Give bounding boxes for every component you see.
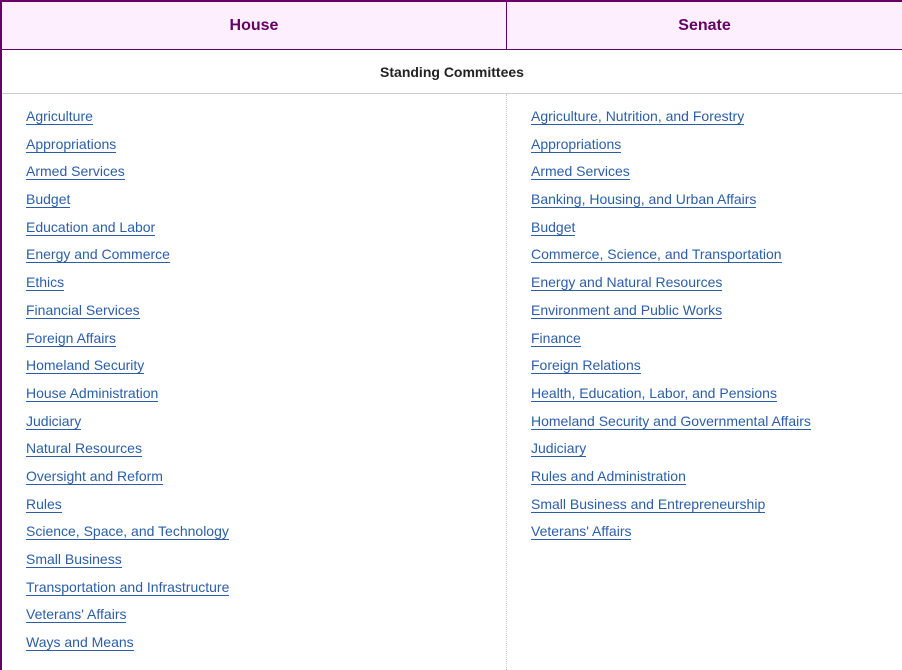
house-committee-link[interactable]: Armed Services xyxy=(26,163,125,180)
senate-list-item xyxy=(507,272,902,300)
house-list-item xyxy=(2,521,506,549)
senate-committee-link[interactable]: Health, Education, Labor, and Pensions xyxy=(531,384,777,401)
senate-list-item xyxy=(507,217,902,245)
senate-committee-link[interactable]: Finance xyxy=(531,329,581,346)
house-committee-link[interactable]: Foreign Affairs xyxy=(26,329,117,346)
senate-list-item xyxy=(507,438,902,466)
house-list-item xyxy=(2,549,506,577)
house-list-item xyxy=(2,604,506,632)
house-committee-link[interactable]: Oversight and Reform xyxy=(26,467,163,484)
house-list-item xyxy=(2,383,506,411)
senate-committee-link[interactable]: Environment and Public Works xyxy=(531,301,723,318)
house-committee-link[interactable]: Veterans' Affairs xyxy=(26,606,127,623)
house-list-item xyxy=(2,300,506,328)
house-list-item xyxy=(2,106,506,134)
senate-list-item xyxy=(507,494,902,522)
house-committees-column xyxy=(2,94,507,670)
senate-list-item xyxy=(507,189,902,217)
house-list-item xyxy=(2,217,506,245)
house-committee-link[interactable]: Rules xyxy=(26,495,62,512)
senate-list-item xyxy=(507,411,902,439)
senate-committee-link[interactable]: Commerce, Science, and Transportation xyxy=(531,246,782,263)
senate-list-item xyxy=(507,383,902,411)
senate-committee-link[interactable]: Small Business and Entrepreneurship xyxy=(531,495,766,512)
senate-list-item xyxy=(507,521,902,549)
senate-committee-link[interactable]: Rules and Administration xyxy=(531,467,686,484)
senate-committee-link[interactable]: Appropriations xyxy=(531,135,622,152)
senate-committee-link[interactable]: Judiciary xyxy=(531,440,587,457)
house-column-header: House xyxy=(2,2,507,49)
table-header-row xyxy=(2,2,902,50)
senate-list-item xyxy=(507,244,902,272)
house-list-item xyxy=(2,438,506,466)
senate-list-item xyxy=(507,355,902,383)
senate-list-item xyxy=(507,134,902,162)
house-list-item xyxy=(2,494,506,522)
house-committee-link[interactable]: Agriculture xyxy=(26,108,93,124)
senate-list-item xyxy=(507,161,902,189)
house-list-item xyxy=(2,189,506,217)
house-list-item xyxy=(2,632,506,660)
senate-list-item xyxy=(507,300,902,328)
section-title: Standing Committees xyxy=(2,50,902,94)
senate-list-item xyxy=(507,466,902,494)
house-committee-link[interactable]: Judiciary xyxy=(26,412,82,429)
house-list-item xyxy=(2,161,506,189)
house-list-item xyxy=(2,272,506,300)
house-list-item xyxy=(2,355,506,383)
house-committee-link[interactable]: Energy and Commerce xyxy=(26,246,170,263)
house-committee-link[interactable]: Ways and Means xyxy=(26,634,134,651)
house-list-item xyxy=(2,244,506,272)
house-committee-link[interactable]: House Administration xyxy=(26,384,159,401)
senate-committee-link[interactable]: Agriculture, Nutrition, and Forestry xyxy=(531,108,745,124)
house-committee-link[interactable]: Appropriations xyxy=(26,135,117,152)
senate-committee-list xyxy=(507,94,902,549)
house-committee-link[interactable]: Financial Services xyxy=(26,301,140,318)
house-committee-link[interactable]: Budget xyxy=(26,191,71,208)
house-committee-link[interactable]: Natural Resources xyxy=(26,440,142,457)
senate-committee-link[interactable]: Homeland Security and Governmental Affairs xyxy=(531,412,811,429)
house-committee-link[interactable]: Ethics xyxy=(26,274,65,291)
senate-list-item xyxy=(507,328,902,356)
house-committee-list xyxy=(2,94,506,660)
senate-list-item xyxy=(507,106,902,134)
house-list-item xyxy=(2,466,506,494)
senate-committee-link[interactable]: Energy and Natural Resources xyxy=(531,274,723,291)
house-list-item xyxy=(2,577,506,605)
house-committee-link[interactable]: Homeland Security xyxy=(26,357,145,374)
senate-committee-link[interactable]: Veterans' Affairs xyxy=(531,523,632,540)
senate-column-header: Senate xyxy=(678,16,731,34)
senate-committees-column xyxy=(507,94,902,670)
senate-committee-link[interactable]: Budget xyxy=(531,218,576,235)
senate-committee-link[interactable]: Armed Services xyxy=(531,163,630,180)
house-committee-link[interactable]: Transportation and Infrastructure xyxy=(26,578,230,595)
house-committee-link[interactable]: Science, Space, and Technology xyxy=(26,523,229,540)
senate-committee-link[interactable]: Foreign Relations xyxy=(531,357,641,374)
house-committee-link[interactable]: Education and Labor xyxy=(26,218,156,235)
house-list-item xyxy=(2,328,506,356)
house-list-item xyxy=(2,134,506,162)
senate-committee-link[interactable]: Banking, Housing, and Urban Affairs xyxy=(531,191,757,208)
house-committee-link[interactable]: Small Business xyxy=(26,551,122,567)
house-list-item xyxy=(2,411,506,439)
